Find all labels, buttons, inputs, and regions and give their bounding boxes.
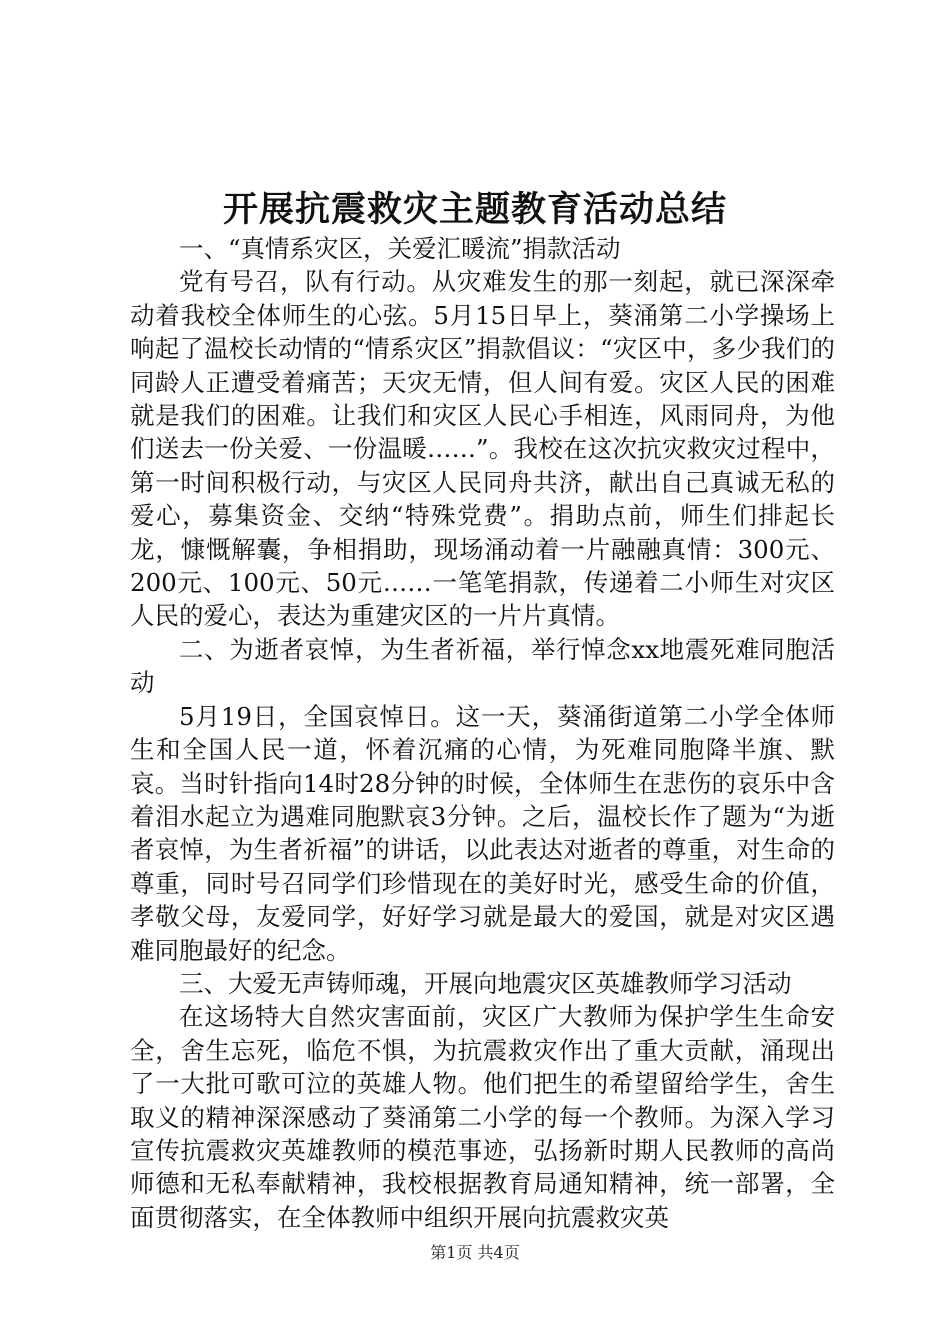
- document-body: [130, 232, 835, 1234]
- section-paragraph-2: 5月19日，全国哀悼日。这一天，葵涌街道第二小学全体师生和全国人民一道，怀着沉痛的心情，为死难同胞降半旗、默哀。当时针指向14时28分钟的时候，全体师生在悲伤的哀乐中含着泪水起立为遇难同胞默哀3分钟。之后，温校长作了题为“为逝者哀悼，为生者祈福”的讲话，以此表达对逝者的尊重，对生命的尊重，同时号召同学们珍惜现在的美好时光，感受生命的价值，孝敬父母，友爱同学，好好学习就是最大的爱国，就是对灾区遇难同胞最好的纪念。: [130, 701, 835, 965]
- section-paragraph-3: 在这场特大自然灾害面前，灾区广大教师为保护学生生命安全，舍生忘死，临危不惧，为抗震救灾作出了重大贡献，涌现出了一大批可歌可泣的英雄人物。他们把生的希望留给学生，舍生取义的精神深深感动了葵涌第二小学的每一个教师。为深入学习宣传抗震救灾英雄教师的模范事迹，弘扬新时期人民教师的高尚师德和无私奉献精神，我校根据教育局通知精神，统一部署，全面贯彻落实，在全体教师中组织开展向抗震救灾英: [130, 1002, 835, 1232]
- section-heading-1: 一、“真情系灾区，关爱汇暖流”捐款活动: [179, 234, 621, 263]
- section-paragraph-1: 党有号召，队有行动。从灾难发生的那一刻起，就已深深牵动着我校全体师生的心弦。5月15日早上，葵涌第二小学操场上响起了温校长动情的“情系灾区”捐款倡议：“灾区中，多少我们的同龄人正遭受着痛苦；天灾无情，但人间有爱。灾区人民的困难就是我们的困难。让我们和灾区人民心手相连，风雨同舟，为他们送去一份关爱、一份温暖……”。我校在这次抗灾救灾过程中，第一时间积极行动，与灾区人民同舟共济，献出自己真诚无私的爱心，募集资金、交纳“特殊党费”。捐助点前，师生们排起长龙，慷慨解囊，争相捐助，现场涌动着一片融融真情：300元、200元、100元、50元……一笔笔捐款，传递着二小师生对灾区人民的爱心，表达为重建灾区的一片片真情。: [130, 267, 835, 631]
- document-title: 开展抗震救灾主题教育活动总结: [222, 189, 727, 230]
- section-heading-2: 二、为逝者哀悼，为生者祈福，举行悼念xx地震死难同胞活动: [130, 634, 835, 698]
- section-heading-3: 三、大爱无声铸师魂，开展向地震灾区英雄教师学习活动: [179, 968, 792, 998]
- page-number-footer: 第1页 共4页: [430, 1243, 520, 1262]
